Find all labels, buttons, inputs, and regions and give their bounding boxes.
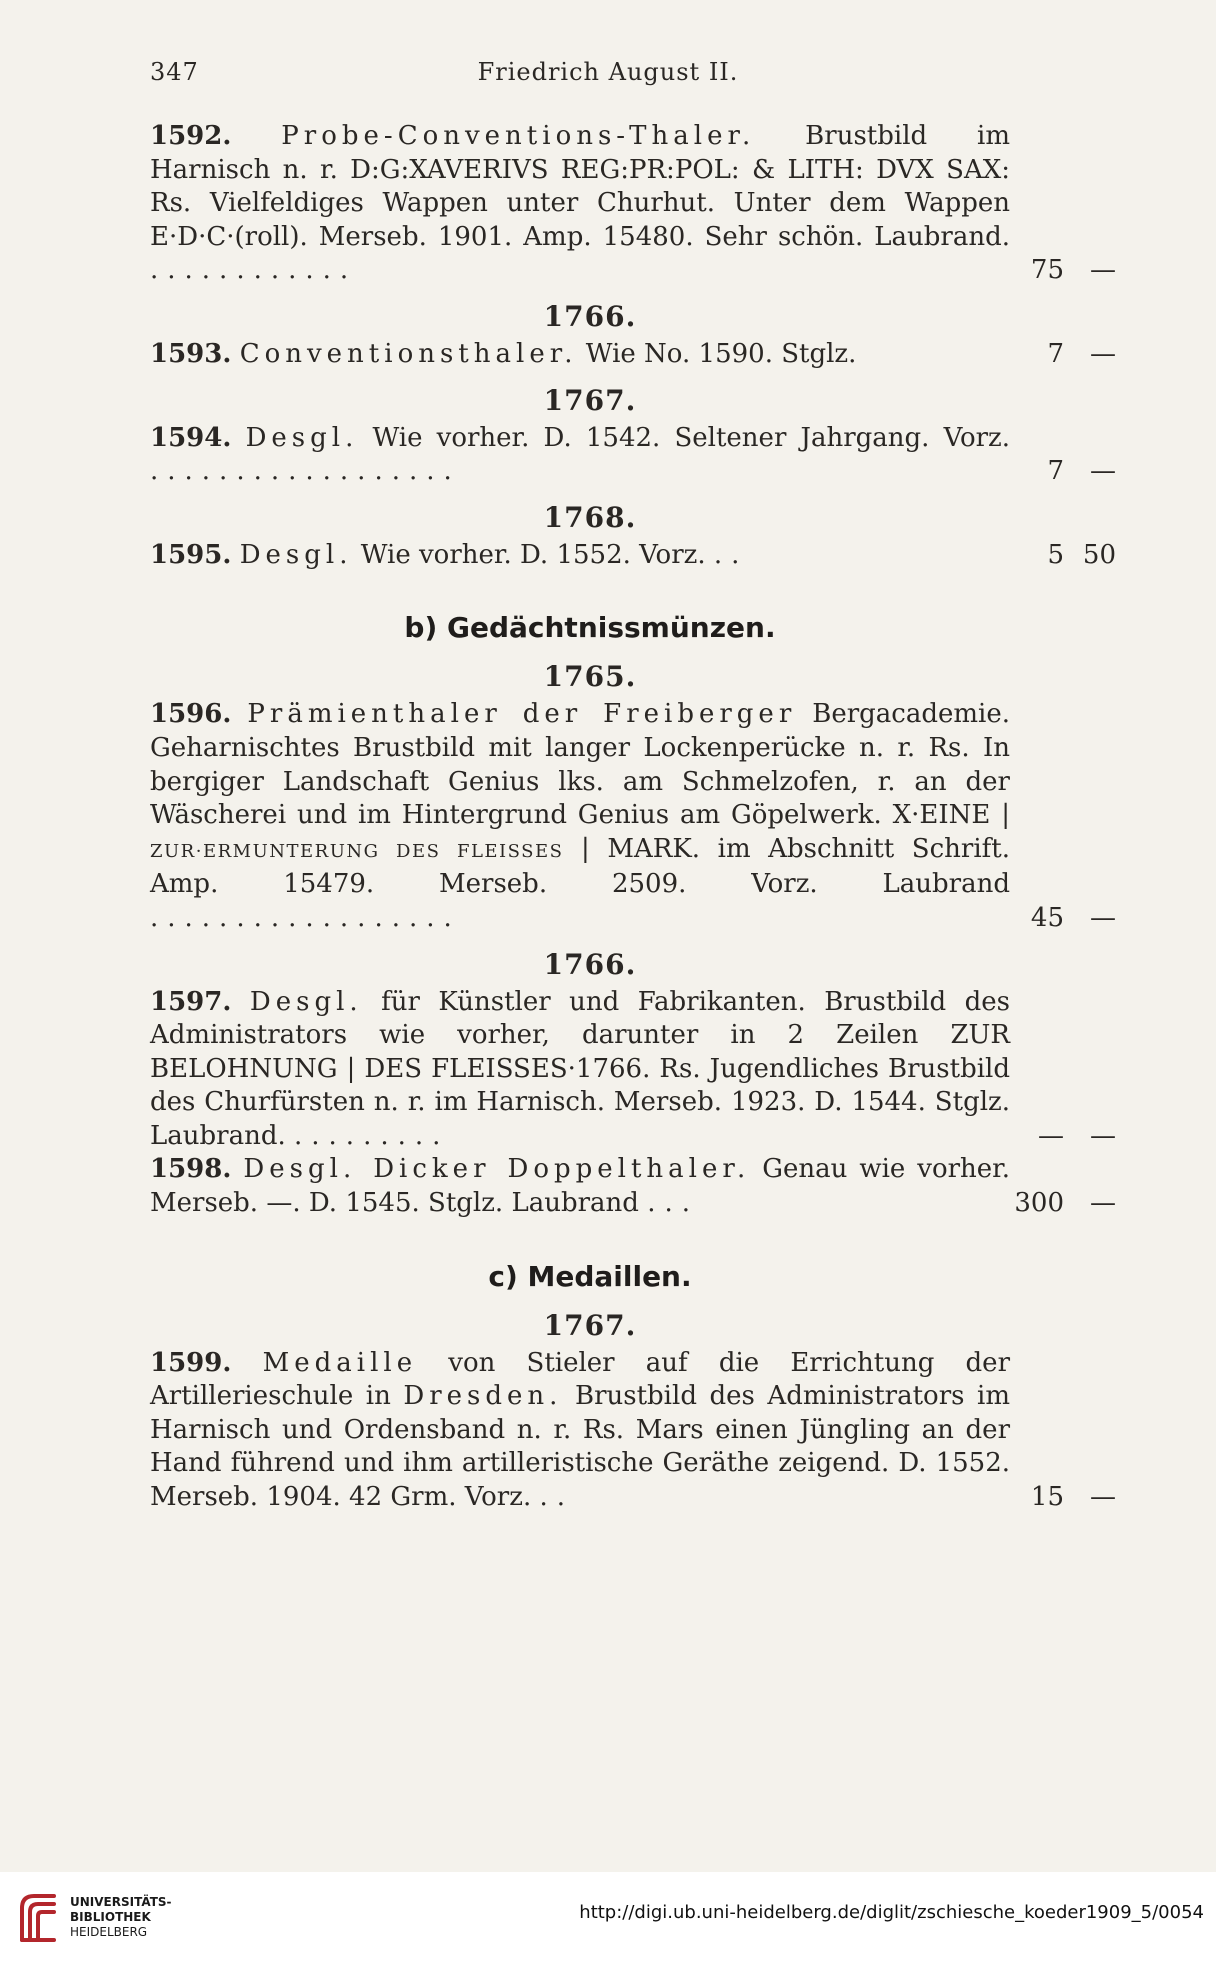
running-title: Friedrich August II.: [477, 58, 739, 86]
entry-price: [1006, 254, 1116, 288]
library-logo[interactable]: [14, 1888, 204, 1948]
entry-title: Prämienthaler der Freiberger: [247, 699, 797, 730]
price-pfennig: —: [1090, 1188, 1116, 1219]
price-pfennig: —: [1090, 456, 1116, 487]
price-mark: —: [1038, 1120, 1064, 1151]
year-heading: 1768.: [543, 500, 637, 534]
entry-description: von Stieler auf die Errichtung der Artillerieschule in: [150, 1347, 1011, 1412]
price-pfennig: —: [1090, 902, 1116, 933]
entry-description-cont: Brustbild des Administrators im Harnisch und Ordensband n. r. Rs. Mars einen Jüngling an der Hand führend und ihm artilleristische Geräthe zeigend. D. 1552. Merseb. 1904. 42 Grm. Vorz.: [150, 1381, 1010, 1513]
entry-description: Bergacademie. Geharnischtes Brustbild mit langer Lockenperücke n. r. Rs. In bergiger Landschaft Genius lks. am Schmelzofen, r. an der Wäscherei und im Hintergrund Genius am Göpelwerk. X·EINE |: [150, 699, 1011, 831]
running-head: [150, 58, 1066, 92]
leader-dots: ...: [647, 1188, 699, 1219]
catalogue-entry: [150, 422, 1116, 489]
library-logo-icon: [14, 1888, 62, 1944]
catalogue-entry: [150, 1153, 1116, 1220]
entry-number: 1596.: [150, 699, 232, 730]
year-heading: 1765.: [543, 660, 637, 694]
entry-number: 1595.: [150, 539, 232, 570]
entry-description: Brustbild im Harnisch n. r. D:G:XAVERIVS REG:PR:POL: & LITH: DVX SAX: Rs. Vielfeldiges Wappen unter Churhut. Unter dem Wappen E·D·C·(roll). Merseb. 1901. Amp. 15480. Sehr schön. Laubrand.: [150, 121, 1010, 252]
entry-description: Wie vorher. D. 1542. Seltener Jahrgang. Vorz.: [358, 422, 1010, 453]
price-mark: 15: [1030, 1482, 1064, 1513]
entry-title: Medaille: [262, 1347, 418, 1378]
entry-inscription: ZUR·ERMUNTERUNG DES FLEISSES: [150, 840, 564, 862]
price-mark: 5: [1047, 539, 1064, 570]
catalogue-entry: [150, 539, 1116, 573]
price-pfennig: —: [1090, 255, 1116, 286]
entry-price: [1006, 902, 1116, 936]
price-mark: 7: [1047, 338, 1064, 369]
entry-description: Genau wie vorher. Merseb. —. D. 1545. Stglz. Laubrand: [150, 1154, 1011, 1219]
entry-title: Probe-Conventions-Thaler.: [281, 121, 756, 151]
price-pfennig: —: [1090, 1482, 1116, 1513]
entry-number: 1594.: [150, 422, 232, 453]
catalogue-entry: [150, 986, 1116, 1154]
entry-title: Desgl. Dicker Doppelthaler.: [243, 1154, 751, 1185]
entry-price: [1006, 1187, 1116, 1221]
catalogue-content: [150, 120, 1116, 1515]
entry-description: Wie No. 1590. Stglz.: [577, 338, 857, 369]
entry-number: 1598.: [150, 1154, 232, 1185]
price-pfennig: 50: [1082, 539, 1116, 570]
year-heading: 1767.: [543, 1308, 637, 1342]
entry-title: Desgl.: [239, 539, 353, 570]
catalogue-entry: [150, 120, 1116, 288]
price-mark: 75: [1030, 255, 1064, 286]
entry-place: Dresden.: [403, 1381, 563, 1412]
entry-number: 1593.: [150, 338, 232, 369]
year-heading: 1766.: [543, 947, 637, 981]
leader-dots: ..: [713, 539, 749, 570]
price-pfennig: —: [1090, 1120, 1116, 1151]
entry-price: [1006, 338, 1116, 372]
leader-dots: ..................: [150, 902, 461, 933]
entry-number: 1599.: [150, 1347, 232, 1378]
entry-price: [1006, 455, 1116, 489]
entry-description-cont: | MARK. im Abschnitt Schrift. Amp. 15479. Merseb. 2509. Vorz. Laubrand: [150, 833, 1010, 900]
leader-dots: ............: [150, 255, 358, 286]
entry-price: [1006, 539, 1116, 573]
section-heading: b) Gedächtnissmünzen.: [404, 611, 776, 645]
catalogue-entry: [150, 698, 1116, 935]
entry-title: Desgl.: [245, 422, 359, 453]
footer-bar: [0, 1872, 1216, 1961]
entry-description: Wie vorher. D. 1552. Vorz.: [352, 539, 714, 570]
library-logo-text: UNIVERSITÄTS- BIBLIOTHEK HEIDELBERG: [70, 1895, 172, 1939]
entry-title: Desgl.: [249, 986, 363, 1017]
price-mark: 7: [1047, 456, 1064, 487]
entry-description: für Künstler und Fabrikanten. Brustbild des Administrators wie vorher, darunter in 2 Zeilen ZUR BELOHNUNG | DES FLEISSES·1766. Rs. Jugendliches Brustbild des Churfürsten n. r. im Harnisch. Merseb. 1923. D. 1544. Stglz. Laubrand.: [150, 986, 1011, 1151]
entry-number: 1592.: [150, 121, 232, 151]
price-mark: 45: [1030, 902, 1064, 933]
catalogue-entry: [150, 338, 1116, 372]
page-number: 347: [150, 58, 199, 86]
leader-dots: ..................: [150, 456, 461, 487]
price-pfennig: —: [1090, 338, 1116, 369]
catalogue-entry: [150, 1347, 1116, 1515]
price-mark: 300: [1014, 1188, 1064, 1219]
leader-dots: ..: [539, 1482, 574, 1513]
source-url[interactable]: http://digi.ub.uni-heidelberg.de/diglit/zschiesche_koeder1909_5/0054: [579, 1902, 1204, 1923]
entry-title: Conventionsthaler.: [239, 338, 578, 369]
year-heading: 1766.: [543, 299, 637, 333]
entry-price: [1006, 1120, 1116, 1154]
entry-price: [1006, 1481, 1116, 1515]
leader-dots: .........: [294, 1120, 450, 1151]
entry-number: 1597.: [150, 986, 232, 1017]
year-heading: 1767.: [543, 383, 637, 417]
section-heading: c) Medaillen.: [488, 1259, 692, 1293]
